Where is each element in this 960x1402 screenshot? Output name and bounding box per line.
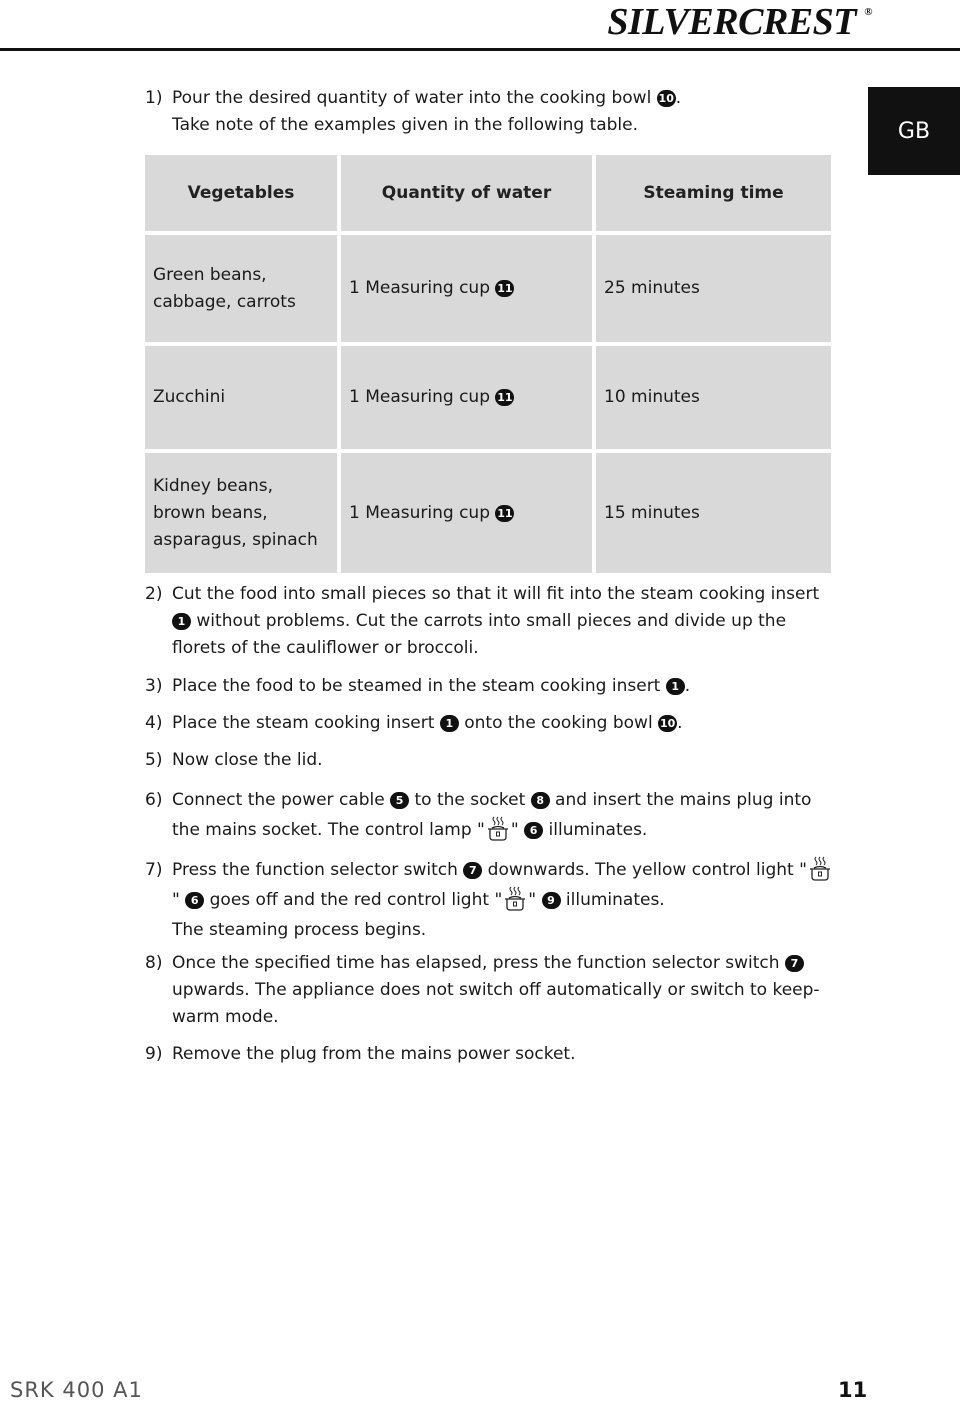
table-row bbox=[145, 346, 831, 449]
table-cell-vegetables: Zucchini bbox=[145, 346, 337, 449]
table-cell-time: 25 minutes bbox=[596, 235, 831, 342]
part-number-badge: 11 bbox=[497, 282, 513, 295]
brand-logo: SILVERCREST ® bbox=[607, 1, 872, 43]
part-number-badge: 9 bbox=[542, 892, 561, 909]
steam-cooker-lamp-icon bbox=[807, 856, 833, 882]
table-cell-time: 15 minutes bbox=[596, 453, 831, 573]
step-8: 8) Once the specified time has elapsed, press the function selector switch 7 upwards. The appliance does not switch off automatically or switch to keep-warm mode. bbox=[145, 953, 820, 1027]
table-cell-water: 1 Measuring cup 11 bbox=[341, 235, 592, 342]
step-3: 3) Place the food to be steamed in the steam cooking insert 1 . bbox=[145, 676, 691, 696]
table-row bbox=[145, 235, 831, 342]
part-number-badge: 7 bbox=[785, 955, 804, 972]
steam-cooker-lamp-icon bbox=[485, 816, 511, 842]
part-number-badge: 7 bbox=[463, 862, 482, 879]
table-row bbox=[145, 453, 831, 573]
table-cell-time: 10 minutes bbox=[596, 346, 831, 449]
part-number-badge: 11 bbox=[497, 506, 513, 520]
step-1: 1) Pour the desired quantity of water into the cooking bowl 10 . Take note of the examples given in the following table. bbox=[145, 88, 682, 135]
step-4: 4) Place the steam cooking insert 1 onto the cooking bowl 10 . bbox=[145, 713, 683, 733]
steaming-table bbox=[141, 151, 835, 577]
model-number: SRK 400 A1 bbox=[10, 1378, 143, 1402]
table-header: Vegetables bbox=[145, 155, 337, 231]
table-header-row bbox=[145, 155, 831, 231]
step-9: 9) Remove the plug from the mains power socket. bbox=[145, 1044, 576, 1064]
part-number-badge: 10 bbox=[659, 717, 676, 730]
part-number-badge: 8 bbox=[531, 792, 550, 809]
part-number-badge: 1 bbox=[440, 715, 459, 732]
table-cell-water: 1 Measuring cup 11 bbox=[341, 346, 592, 449]
part-number-badge: 5 bbox=[390, 792, 409, 809]
header-rule bbox=[0, 48, 960, 51]
step-5: 5) Now close the lid. bbox=[145, 750, 323, 770]
table-cell-vegetables: Green beans, cabbage, carrots bbox=[145, 235, 337, 342]
part-number-badge: 6 bbox=[524, 822, 543, 839]
table-cell-vegetables: Kidney beans, brown beans, asparagus, spinach bbox=[145, 453, 337, 573]
table-cell-water: 1 Measuring cup 11 bbox=[341, 453, 592, 573]
part-number-badge: 1 bbox=[172, 613, 191, 630]
page-number: 11 bbox=[838, 1378, 868, 1402]
table-header: Steaming time bbox=[596, 155, 831, 231]
table-header: Quantity of water bbox=[341, 155, 592, 231]
part-number-badge: 1 bbox=[666, 678, 685, 695]
step-6: 6) Connect the power cable 5 to the socket 8 and insert the mains plug into the mains socket. The control lamp " " 6 illuminates. bbox=[145, 790, 812, 840]
step-2: 2) Cut the food into small pieces so that it will fit into the steam cooking insert 1 without problems. Cut the carrots into small pieces and divide up the florets of the cauliflower or broccoli. bbox=[145, 584, 820, 658]
steam-cooker-lamp-icon bbox=[502, 886, 528, 912]
part-number-badge: 10 bbox=[658, 92, 674, 105]
step-7: 7) Press the function selector switch 7 downwards. The yellow control light "" 6 goes off and the red control light " " 9 illuminates. The steaming process begins. bbox=[145, 855, 835, 945]
language-tab: GB bbox=[868, 87, 960, 175]
part-number-badge: 6 bbox=[185, 892, 204, 909]
part-number-badge: 11 bbox=[497, 391, 513, 404]
